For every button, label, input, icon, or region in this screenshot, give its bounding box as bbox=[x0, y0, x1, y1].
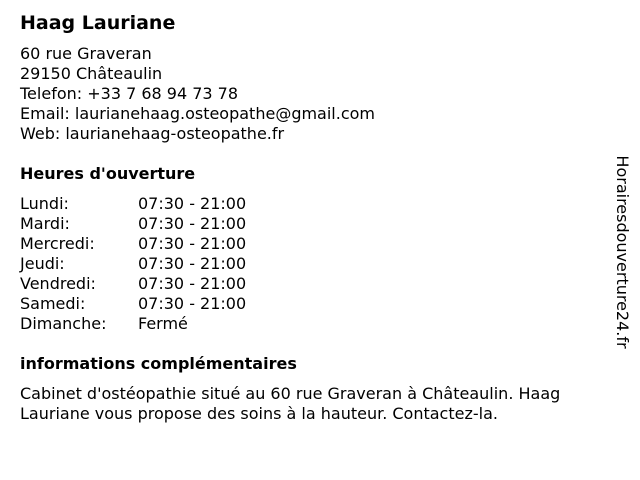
hours-row-monday bbox=[20, 194, 600, 214]
hours-row-wednesday bbox=[20, 234, 600, 254]
hours-table bbox=[20, 194, 600, 334]
hours-day: Mardi: bbox=[20, 214, 70, 233]
info-text: Cabinet d'ostéopathie situé au 60 rue Graveran à Châteaulin. Haag Lauriane vous propose des soins à la hauteur. Contactez-la. bbox=[20, 384, 561, 423]
hours-day: Samedi: bbox=[20, 294, 86, 313]
hours-time: 07:30 - 21:00 bbox=[138, 234, 247, 253]
hours-day: Lundi: bbox=[20, 194, 69, 213]
hours-time: 07:30 - 21:00 bbox=[138, 254, 247, 273]
address-city: 29150 Châteaulin bbox=[20, 64, 163, 83]
address-street: 60 rue Graveran bbox=[20, 44, 152, 63]
hours-day: Dimanche: bbox=[20, 314, 107, 333]
hours-day: Jeudi: bbox=[20, 254, 65, 273]
hours-time: 07:30 - 21:00 bbox=[138, 274, 247, 293]
hours-row-saturday bbox=[20, 294, 600, 314]
site-watermark: Horairesdouverture24.fr bbox=[613, 155, 632, 349]
hours-row-thursday bbox=[20, 254, 600, 274]
business-name: Haag Lauriane bbox=[20, 12, 176, 34]
hours-day: Vendredi: bbox=[20, 274, 96, 293]
email-line: Email: laurianehaag.osteopathe@gmail.com bbox=[20, 104, 376, 123]
web-line: Web: laurianehaag-osteopathe.fr bbox=[20, 124, 285, 143]
hours-row-sunday bbox=[20, 314, 600, 334]
hours-time: 07:30 - 21:00 bbox=[138, 214, 247, 233]
hours-title: Heures d'ouverture bbox=[20, 164, 196, 183]
hours-day: Mercredi: bbox=[20, 234, 95, 253]
business-card bbox=[20, 10, 600, 424]
hours-row-friday bbox=[20, 274, 600, 294]
hours-row-tuesday bbox=[20, 214, 600, 234]
hours-time: 07:30 - 21:00 bbox=[138, 294, 247, 313]
hours-time: Fermé bbox=[138, 314, 188, 333]
phone-line: Telefon: +33 7 68 94 73 78 bbox=[20, 84, 239, 103]
hours-time: 07:30 - 21:00 bbox=[138, 194, 247, 213]
info-title: informations complémentaires bbox=[20, 354, 297, 373]
